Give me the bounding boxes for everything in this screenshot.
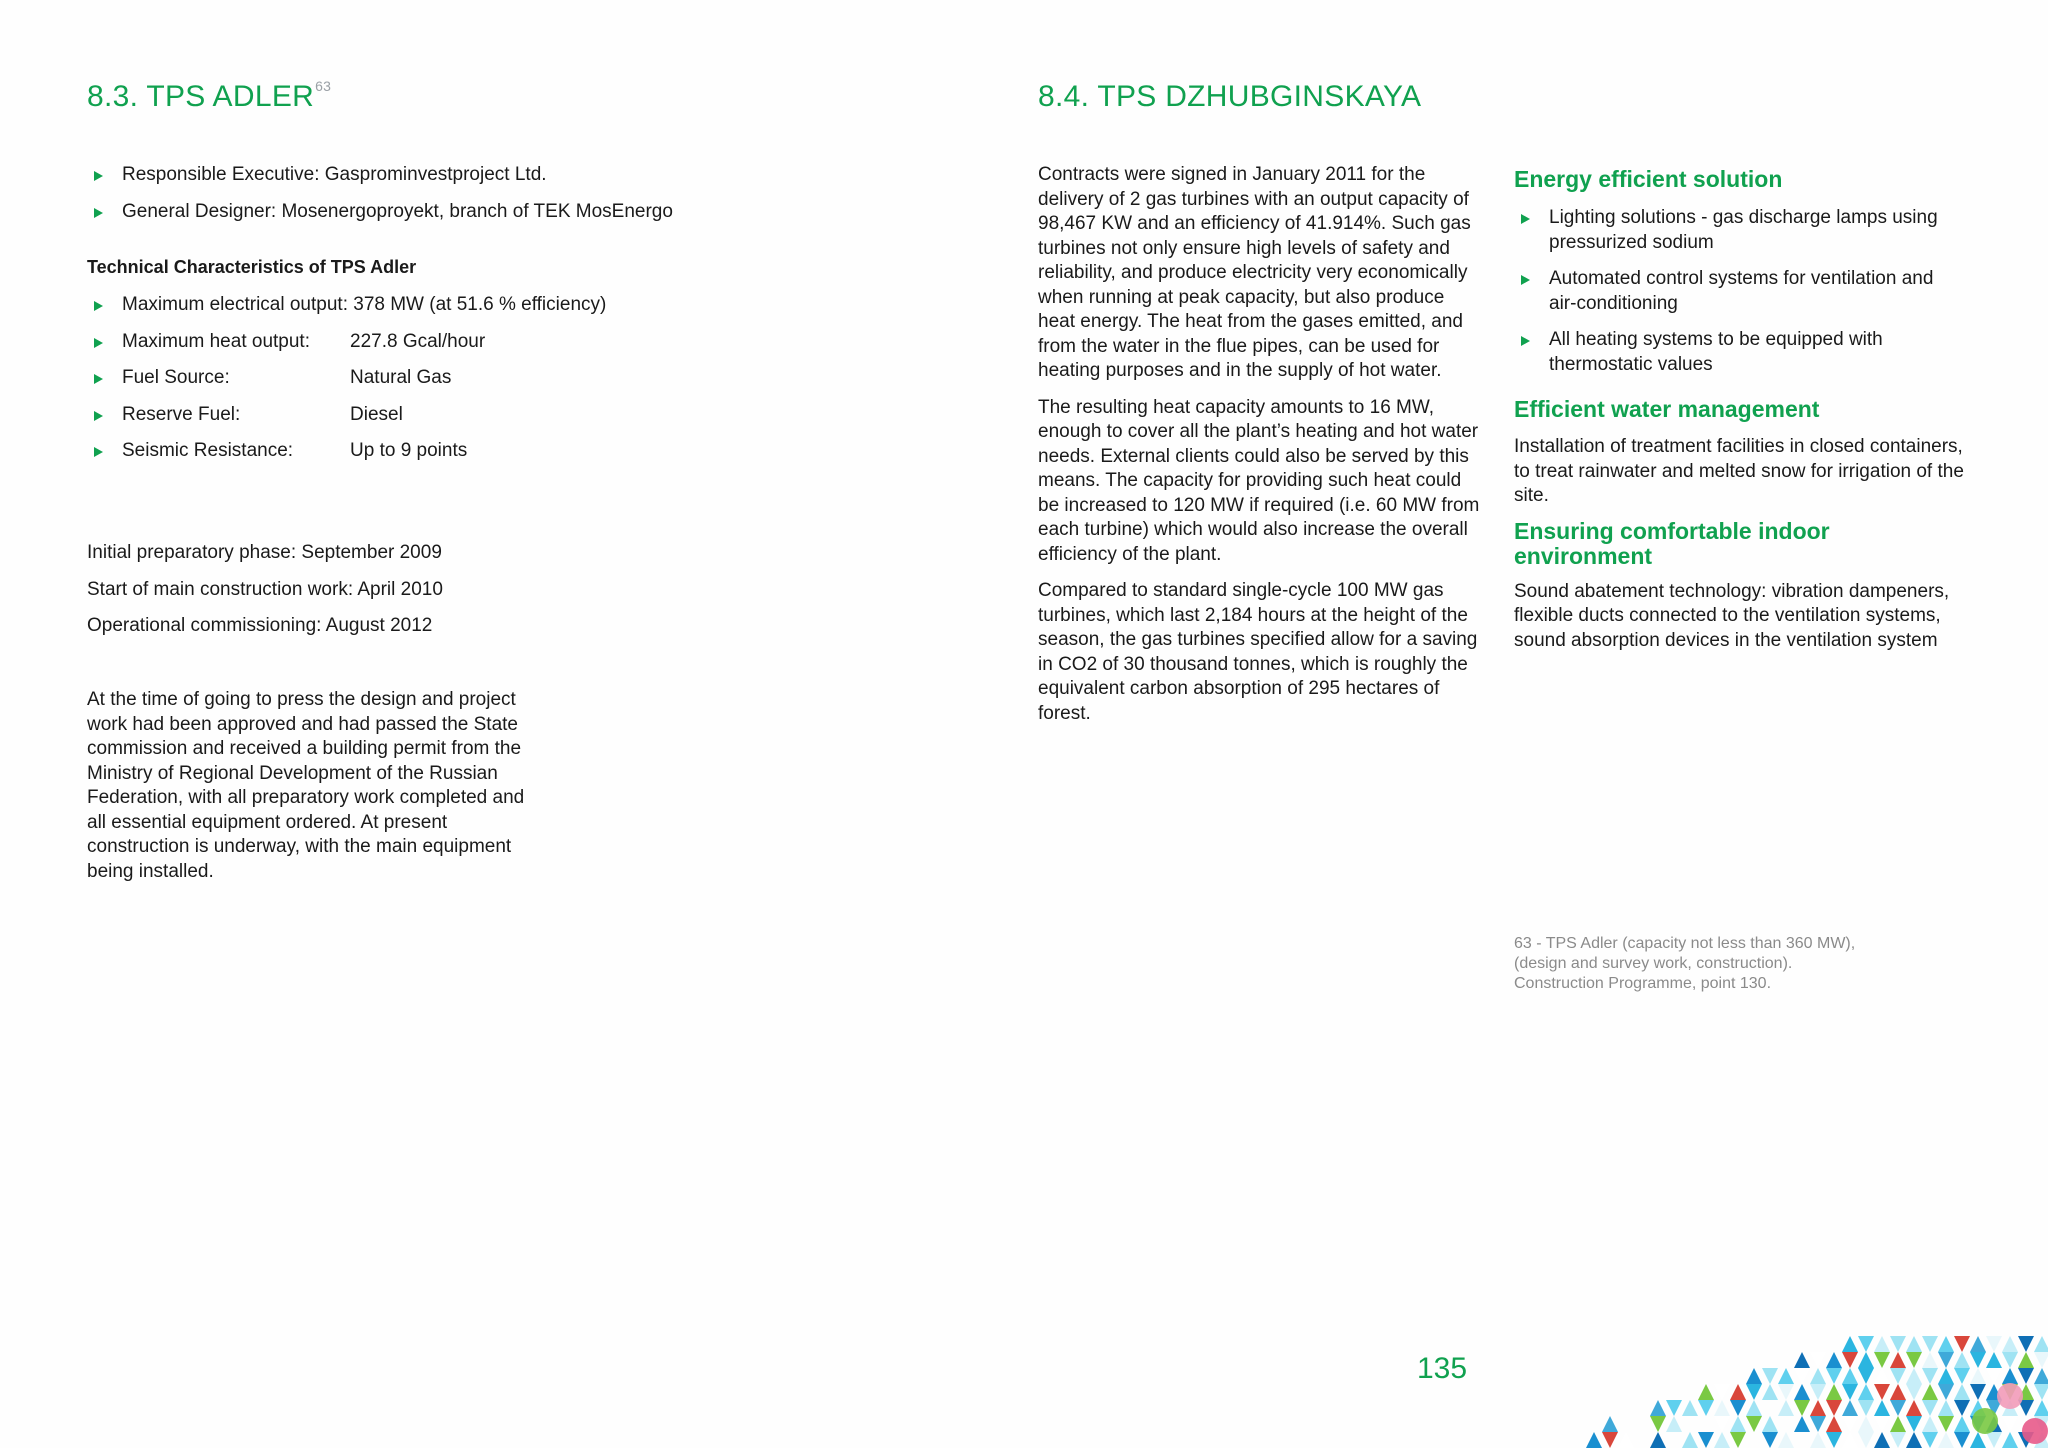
pattern-tile [1890,1352,1906,1368]
pattern-tile [1874,1368,1890,1384]
executives-list [87,163,787,236]
pattern-tile [1666,1400,1682,1416]
pattern-tile [1730,1384,1746,1400]
pattern-tile [1810,1416,1826,1432]
pattern-tile [2002,1368,2018,1384]
pattern-tile [1922,1416,1938,1432]
tech-value: Up to 9 points [350,440,468,461]
pattern-tile [1954,1432,1970,1448]
tech-value: Diesel [350,403,403,425]
pattern-tile [1890,1368,1906,1384]
water-heading: Efficient water management [1514,396,1820,422]
pattern-tile [1714,1400,1730,1416]
pattern-tile [1778,1432,1794,1448]
pattern-tile [1906,1384,1922,1400]
footnote-reference[interactable]: 63 [315,78,332,94]
pattern-tile [1842,1416,1858,1432]
tech-label: Fuel Source: [122,367,230,388]
pattern-tile [1730,1432,1746,1448]
pattern-tile [2002,1336,2018,1352]
footnote: 63 - TPS Adler (capacity not less than 360 MW), (design and survey work, construction). Construction Programme, point 130. [1514,935,1856,992]
list-item [87,330,787,355]
pattern-tile [1954,1352,1970,1368]
pattern-tile [1762,1432,1778,1448]
pattern-tile [1890,1384,1906,1400]
pattern-tile [1890,1416,1906,1432]
pattern-tile [1970,1384,1986,1400]
pattern-tile [1890,1400,1906,1416]
pattern-tile [1922,1336,1938,1352]
pattern-tile [1778,1384,1794,1400]
pattern-tile [1970,1336,1986,1352]
pattern-flower [2022,1418,2048,1444]
pattern-tile [1746,1416,1762,1432]
pattern-tile [1810,1432,1826,1448]
pattern-tile [1762,1384,1778,1400]
pattern-tile [1858,1336,1874,1352]
list-item [87,293,787,318]
pattern-tile [1874,1400,1890,1416]
pattern-tile [2034,1352,2048,1368]
pattern-tile [1714,1384,1730,1400]
pattern-tile [2002,1416,2018,1432]
pattern-tile [2034,1384,2048,1400]
pattern-tile [1730,1416,1746,1432]
pattern-tile [2018,1368,2034,1384]
pattern-tile [1874,1384,1890,1400]
date-line: Start of main construction work: April 2010 [87,578,443,600]
pattern-flower [1972,1408,1998,1434]
section-heading-dzhubginskaya: 8.4. TPS DZHUBGINSKAYA [1038,80,1422,113]
pattern-tile [1778,1400,1794,1416]
pattern-tile [1874,1432,1890,1448]
pattern-tile [1938,1384,1954,1400]
pattern-tile [1954,1384,1970,1400]
pattern-tile [1810,1352,1826,1368]
pattern-tile [1826,1368,1842,1384]
pattern-tile [1922,1400,1938,1416]
pattern-tile [1986,1368,2002,1384]
pattern-tile [1858,1432,1874,1448]
pattern-tile [1858,1416,1874,1432]
pattern-tile [1922,1384,1938,1400]
pattern-tile [2002,1432,2018,1448]
paragraph: Contracts were signed in January 2011 for the delivery of 2 gas turbines with an output capacity of 98,467 KW and an efficiency of 41.914%. Such gas turbines not only ensure high levels of safety and reliability, and produce electricity very economically when running at peak capacity, but also produce heat energy. The heat from the gases emitted, and from the water in the flue pipes, can be used for heating purposes and in the supply of hot water. [1038,164,1471,381]
tech-label: Seismic Resistance: [122,440,294,461]
pattern-tile [1762,1416,1778,1432]
sustainability-column [1514,167,1964,653]
pattern-tile [1602,1416,1618,1432]
pattern-tile [1714,1416,1730,1432]
heading-text: 8.3. TPS ADLER [87,80,315,113]
list-item [87,403,787,428]
pattern-tile [1842,1432,1858,1448]
pattern-tile [1842,1368,1858,1384]
pattern-tile [1938,1432,1954,1448]
pattern-tile [1970,1432,1986,1448]
pattern-tile [1874,1336,1890,1352]
pattern-tile [2034,1368,2048,1384]
pattern-tile [1906,1368,1922,1384]
pattern-tile [1730,1400,1746,1416]
tech-characteristics-list [87,293,787,476]
date-line: Operational commissioning: August 2012 [87,615,433,636]
pattern-tile [1906,1400,1922,1416]
pattern-tile [1666,1416,1682,1432]
pattern-tile [1650,1400,1666,1416]
pattern-tile [1794,1352,1810,1368]
pattern-tile [1650,1416,1666,1432]
tech-value: 227.8 Gcal/hour [350,330,486,352]
pattern-tile [1826,1432,1842,1448]
pattern-tile [1858,1352,1874,1368]
pattern-tile [1698,1432,1714,1448]
pattern-tile [1938,1336,1954,1352]
body-text [1038,163,1480,738]
pattern-tile [1874,1416,1890,1432]
paragraph: The resulting heat capacity amounts to 16 MW, enough to cover all the plant’s heating and hot water needs. External clients could also be served by this means. The capacity for providing such heat could be increased to 120 MW if required (i.e. 60 MW from each turbine) which would also increase the overall efficiency of the plant. [1038,396,1480,565]
pattern-tile [1954,1336,1970,1352]
pattern-tile [1794,1400,1810,1416]
tech-characteristics-title: Technical Characteristics of TPS Adler [87,257,417,277]
section-heading-adler [87,80,331,114]
list-item: Responsible Executive: Gasprominvestproject Ltd. [87,163,787,188]
pattern-tile [1682,1400,1698,1416]
pattern-flower [1997,1383,2023,1409]
pattern-tile [1698,1384,1714,1400]
pattern-tile [1922,1368,1938,1384]
tech-label: Maximum heat output: [122,330,310,352]
pattern-tile [1858,1368,1874,1384]
pattern-tile [1842,1400,1858,1416]
tech-value: Natural Gas [350,367,452,388]
pattern-tile [1826,1416,1842,1432]
date-line: Initial preparatory phase: September 2009 [87,542,442,563]
pattern-tile [1602,1432,1618,1448]
pattern-tile [1842,1384,1858,1400]
pattern-tile [2018,1336,2034,1352]
pattern-tile [1842,1352,1858,1368]
pattern-tile [1810,1384,1826,1400]
pattern-tile [2034,1336,2048,1352]
tech-label: Reserve Fuel: [122,403,241,425]
pattern-tile [1858,1384,1874,1400]
pattern-tile [1826,1384,1842,1400]
pattern-tile [1698,1400,1714,1416]
tech-label: Maximum electrical output: 378 MW (at 51.6 % efficiency) [122,294,607,315]
pattern-tile [1922,1352,1938,1368]
pattern-tile [1794,1384,1810,1400]
pattern-tile [1970,1352,1986,1368]
pattern-tile [1714,1432,1730,1448]
pattern-tile [1874,1352,1890,1368]
energy-list [1514,206,1964,377]
pattern-tile [1618,1432,1634,1448]
pattern-tile [1746,1400,1762,1416]
pattern-tile [1906,1352,1922,1368]
pattern-tile [1746,1384,1762,1400]
pattern-tile [2018,1352,2034,1368]
pattern-tile [1778,1368,1794,1384]
pattern-tile [1762,1368,1778,1384]
paragraph: Compared to standard single-cycle 100 MW gas turbines, which last 2,184 hours at the height of the season, the gas turbines specified allow for a saving in CO2 of 30 thousand tonnes, which is roughly the equivalent carbon absorption of 295 hectares of forest. [1038,580,1478,724]
pattern-tile [1954,1400,1970,1416]
pattern-tile [1906,1416,1922,1432]
pattern-tile [1970,1368,1986,1384]
indoor-text: Sound abatement technology: vibration dampeners, flexible ducts connected to the ventilation systems, sound absorption devices in the ventilation system [1514,580,1950,651]
pattern-tile [1986,1336,2002,1352]
pattern-tile [1810,1400,1826,1416]
page-number: 135 [1417,1352,1468,1385]
pattern-tile [1986,1432,2002,1448]
pattern-tile [1794,1368,1810,1384]
pattern-tile [1906,1336,1922,1352]
list-item: General Designer: Mosenergoproyekt, branch of TEK MosEnergo [87,200,787,225]
pattern-tile [1938,1352,1954,1368]
pattern-tile [1746,1368,1762,1384]
energy-heading: Energy efficient solution [1514,166,1783,192]
pattern-tile [1954,1416,1970,1432]
pattern-tile [1842,1336,1858,1352]
pattern-tile [2034,1400,2048,1416]
pattern-tile [1826,1352,1842,1368]
pattern-tile [1586,1432,1602,1448]
decorative-patchwork-graphic [1490,1336,2048,1448]
pattern-tile [1794,1416,1810,1432]
list-item [87,439,787,464]
pattern-tile [1890,1432,1906,1448]
pattern-tile [1938,1400,1954,1416]
pattern-tile [1826,1400,1842,1416]
pattern-tile [1890,1336,1906,1352]
pattern-tile [1938,1368,1954,1384]
pattern-tile [2002,1352,2018,1368]
list-item: Automated control systems for ventilation and air-conditioning [1514,267,1964,316]
indoor-heading: Ensuring comfortable indoor environment [1514,517,1830,569]
pattern-tile [1922,1432,1938,1448]
pattern-tile [1810,1368,1826,1384]
pattern-tile [1682,1432,1698,1448]
pattern-tile [1906,1432,1922,1448]
pattern-tile [1858,1400,1874,1416]
pattern-tile [1986,1352,2002,1368]
status-paragraph: At the time of going to press the design and project work had been approved and had passed the State commission and received a building permit from the Ministry of Regional Development of the Russian Federation, with all preparatory work completed and all essential equipment ordered. At present construction is underway, with the main equipment being installed. [87,689,525,882]
list-item [87,366,787,391]
list-item: Lighting solutions - gas discharge lamps using pressurized sodium [1514,206,1964,255]
pattern-tile [1650,1432,1666,1448]
list-item: All heating systems to be equipped with thermostatic values [1514,328,1964,377]
water-text: Installation of treatment facilities in closed containers, to treat rainwater and melted snow for irrigation of the site. [1514,436,1964,506]
pattern-tile [1954,1368,1970,1384]
pattern-tile [1938,1416,1954,1432]
timeline-dates [87,541,687,651]
